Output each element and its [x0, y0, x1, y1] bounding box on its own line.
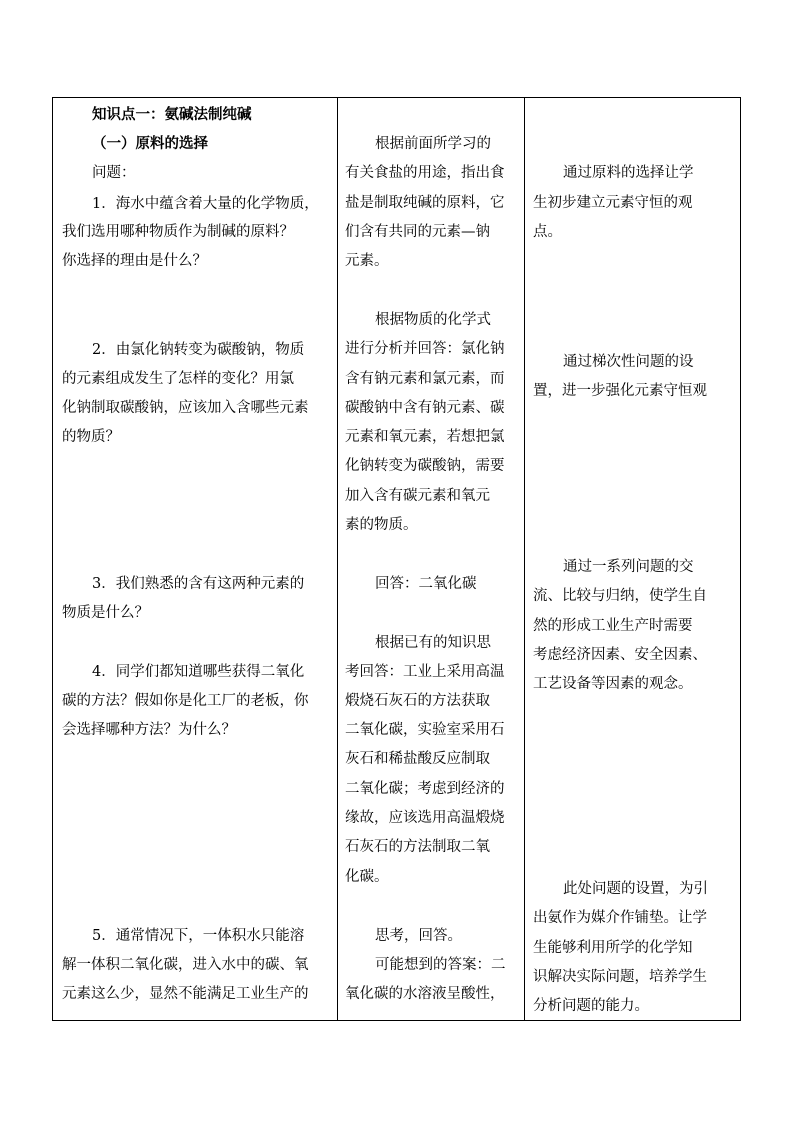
answer-4-line: 灰石和稀盐酸反应制取	[345, 751, 490, 767]
answer-2-line: 根据物质的化学式	[375, 312, 491, 328]
design-4-line: 出氨作为媒介作铺垫。让学	[533, 910, 707, 926]
question-5-line: 元素这么少，显然不能满足工业生产的	[62, 986, 309, 1002]
answer-2-line: 加入含有碳元素和氧元	[345, 488, 490, 504]
answer-2-line: 进行分析并回答：氯化钠	[345, 341, 505, 357]
section-heading: 知识点一：氨碱法制纯碱	[92, 106, 252, 123]
section-subheading: （一）原料的选择	[92, 135, 208, 152]
question-4-line: 碳的方法？假如你是化工厂的老板，你	[62, 693, 309, 709]
answer-1-line: 们含有共同的元素—钠	[345, 224, 490, 240]
answer-4-line: 煅烧石灰石的方法获取	[345, 693, 490, 709]
design-3-line: 通过一系列问题的交	[563, 559, 694, 575]
question-4-line: 会选择哪种方法？为什么？	[62, 722, 236, 738]
answer-2-line: 元素和氧元素，若想把氯	[345, 429, 505, 445]
design-1-line: 生初步建立元素守恒的观	[533, 195, 693, 211]
question-2-line: 的元素组成发生了怎样的变化？用氯	[62, 371, 294, 387]
design-2-line: 置，进一步强化元素守恒观	[533, 383, 707, 399]
question-4-line: 4．同学们都知道哪些获得二氧化	[92, 664, 305, 680]
answer-1-line: 元素。	[345, 253, 389, 269]
design-4-line: 识解决实际问题，培养学生	[533, 969, 707, 985]
answer-3-line: 回答：二氧化碳	[375, 576, 477, 592]
questions-label: 问题：	[92, 165, 136, 181]
answer-5-line: 思考，回答。	[375, 928, 462, 944]
design-3-line: 考虑经济因素、安全因素、	[533, 647, 707, 663]
question-2-line: 化钠制取碳酸钠，应该加入含哪些元素	[62, 400, 309, 416]
question-5-line: 5．通常情况下，一体积水只能溶	[92, 928, 305, 944]
answer-2-line: 含有钠元素和氯元素，而	[345, 371, 505, 387]
answer-2-line: 碳酸钠中含有钠元素、碳	[345, 400, 505, 416]
answer-1-line: 根据前面所学习的	[375, 136, 491, 152]
design-4-line: 生能够利用所学的化学知	[533, 940, 693, 956]
answer-4-line: 根据已有的知识思	[375, 635, 491, 651]
answer-4-line: 化碳。	[345, 869, 389, 885]
answer-4-line: 二氧化碳；考虑到经济的	[345, 781, 505, 797]
question-1-line: 我们选用哪种物质作为制碱的原料？	[62, 224, 294, 240]
design-1-line: 点。	[533, 224, 562, 240]
answer-1-line: 有关食盐的用途，指出食	[345, 165, 505, 181]
answer-4-line: 石灰石的方法制取二氧	[345, 839, 490, 855]
answer-2-line: 素的物质。	[345, 517, 418, 533]
question-2-line: 的物质？	[62, 429, 120, 445]
answer-2-line: 化钠转变为碳酸钠，需要	[345, 458, 505, 474]
question-1-line: 1．海水中蕴含着大量的化学物质，	[92, 196, 319, 212]
answer-5-line: 氧化碳的水溶液呈酸性，	[345, 986, 505, 1002]
answer-5-line: 可能想到的答案：二	[375, 957, 506, 973]
question-3-line: 3．我们熟悉的含有这两种元素的	[92, 576, 305, 592]
answer-1-line: 盐是制取纯碱的原料，它	[345, 195, 505, 211]
design-1-line: 通过原料的选择让学	[563, 165, 694, 181]
answer-4-line: 考回答：工业上采用高温	[345, 664, 505, 680]
design-2-line: 通过梯次性问题的设	[563, 354, 694, 370]
design-3-line: 然的形成工业生产时需要	[533, 618, 693, 634]
question-3-line: 物质是什么？	[62, 605, 149, 621]
answer-4-line: 二氧化碳，实验室采用石	[345, 722, 505, 738]
question-1-line: 你选择的理由是什么？	[62, 253, 207, 269]
design-3-line: 流、比较与归纳，使学生自	[533, 588, 707, 604]
question-5-line: 解一体积二氧化碳，进入水中的碳、氧	[62, 957, 309, 973]
question-2-line: 2．由氯化钠转变为碳酸钠，物质	[92, 342, 305, 358]
design-4-line: 此处问题的设置，为引	[563, 881, 708, 897]
design-3-line: 工艺设备等因素的观念。	[533, 676, 693, 692]
answer-4-line: 缘故，应该选用高温煅烧	[345, 810, 505, 826]
design-4-line: 分析问题的能力。	[533, 998, 649, 1014]
